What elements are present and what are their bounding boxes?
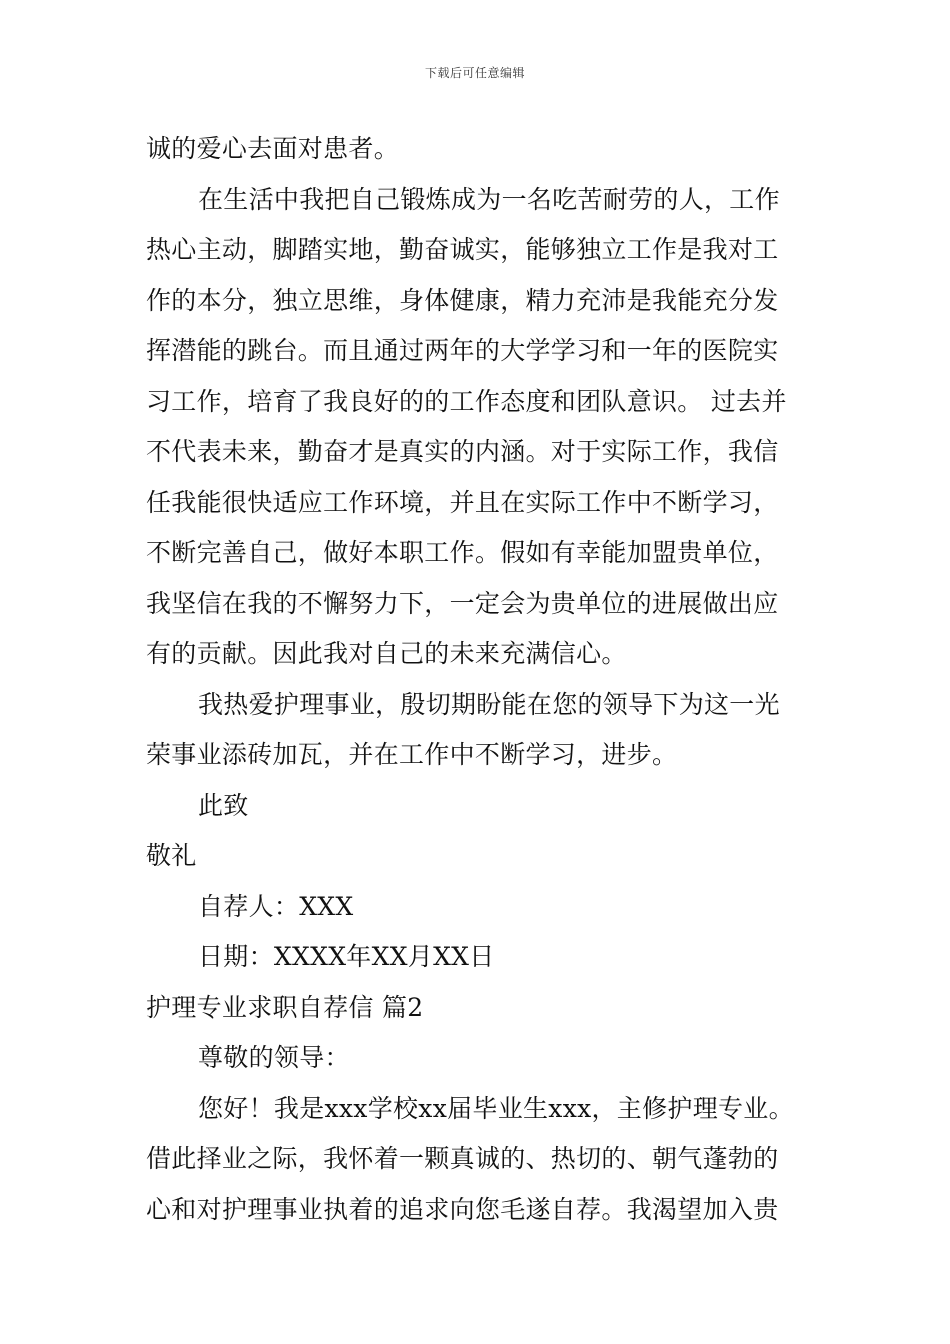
text-line: 我坚信在我的不懈努力下，一定会为贵单位的进展做出应 xyxy=(146,588,779,618)
text-line: 习工作，培育了我良好的的工作态度和团队意识。 过去并 xyxy=(146,386,787,416)
text-line: 自荐人：XXX xyxy=(198,891,354,921)
text-line: 护理专业求职自荐信 篇2 xyxy=(146,992,424,1022)
text-line: 此致 xyxy=(198,790,249,820)
text-line: 在生活中我把自己锻炼成为一名吃苦耐劳的人，工作 xyxy=(198,184,780,214)
text-line: 心和对护理事业执着的追求向您毛遂自荐。我渴望加入贵 xyxy=(146,1194,779,1224)
text-line: 有的贡献。因此我对自己的未来充满信心。 xyxy=(146,639,627,668)
text-line: 不代表未来，勤奋才是真实的内涵。对于实际工作，我信 xyxy=(146,437,779,466)
text-line: 任我能很快适应工作环境，并且在实际工作中不断学习， xyxy=(146,487,779,517)
page-header: 下载后可任意编辑 xyxy=(424,66,525,80)
text-line: 我热爱护理事业，殷切期盼能在您的领导下为这一光 xyxy=(198,689,780,719)
text-line: 敬礼 xyxy=(146,841,197,870)
text-line: 不断完善自己，做好本职工作。假如有幸能加盟贵单位， xyxy=(146,538,779,567)
text-line: 您好！我是xxx学校xx届毕业生xxx，主修护理专业。 xyxy=(198,1093,794,1123)
text-line: 诚的爱心去面对患者。 xyxy=(146,134,400,163)
text-line: 热心主动，脚踏实地，勤奋诚实，能够独立工作是我对工 xyxy=(146,235,779,264)
text-line: 尊敬的领导： xyxy=(198,1043,350,1072)
text-line: 日期：XXXX年XX月XX日 xyxy=(198,942,495,971)
text-line: 荣事业添砖加瓦，并在工作中不断学习，进步。 xyxy=(146,740,678,769)
text-line: 作的本分，独立思维，身体健康，精力充沛是我能充分发 xyxy=(146,285,779,315)
text-line: 借此择业之际，我怀着一颗真诚的、热切的、朝气蓬勃的 xyxy=(146,1144,779,1173)
document-body xyxy=(146,124,826,1235)
text-line: 挥潜能的跳台。而且通过两年的大学学习和一年的医院实 xyxy=(146,336,779,365)
